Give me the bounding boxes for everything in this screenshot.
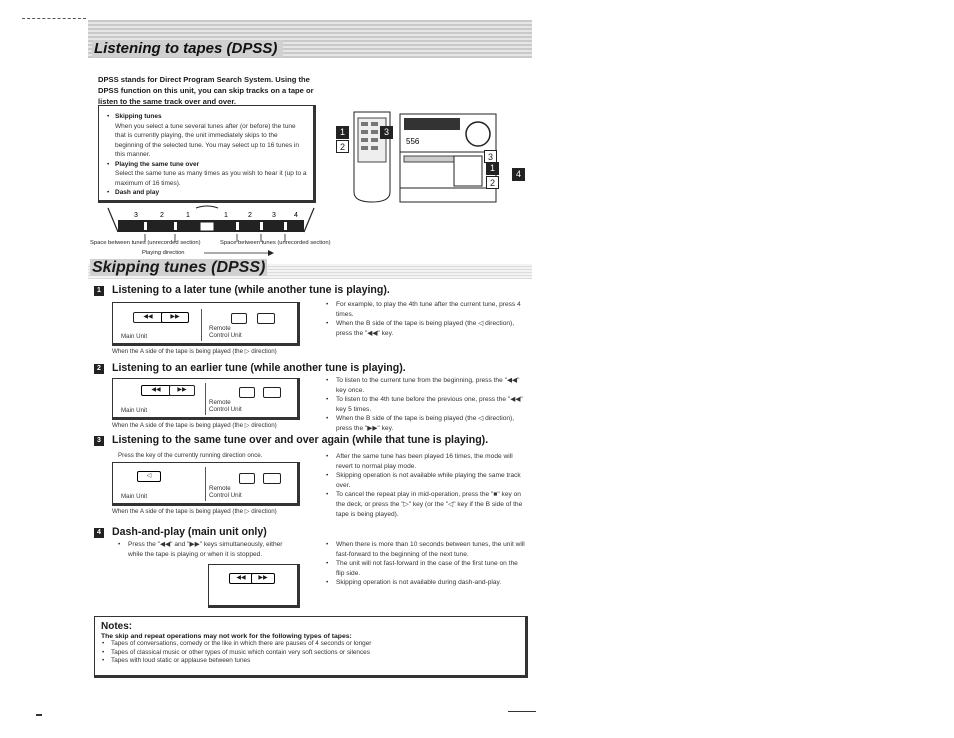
- sub2-heading-text: Listening to an earlier tune (while another tune is playing).: [112, 362, 406, 374]
- direction-caption: Playing direction: [142, 250, 185, 256]
- direction-arrow: [204, 250, 274, 256]
- notes-box: [94, 616, 528, 678]
- rew-key: ◀◀: [133, 312, 163, 323]
- tape-num-left: 1: [186, 212, 190, 219]
- sub3-heading-text: Listening to the same tune over and over again (while that tune is playing).: [112, 434, 489, 446]
- notes-title: Notes:: [101, 621, 133, 632]
- feature-label: Dash and play: [115, 189, 160, 196]
- sub2-number: 2: [94, 364, 104, 374]
- head-marker: [200, 222, 214, 231]
- head-arc: [196, 206, 218, 208]
- remote-callout-2: 2: [336, 140, 349, 153]
- unit-callout-1: 1: [486, 162, 499, 175]
- tape-caption-left: Space between tunes (unrecorded section): [90, 240, 201, 246]
- tape-num-left: 3: [134, 212, 138, 219]
- sub3-caption: When the A side of the tape is being played (the ▷ direction): [112, 508, 277, 515]
- page-title: Listening to tapes (DPSS): [92, 40, 283, 57]
- note-item: • When the B side of the tape is being played (the ◁ direction), press the "▶▶" key.: [326, 414, 526, 433]
- instruction-item: • Press the "◀◀" and "▶▶" keys simultaneously, either while the tape is playing or when it is stopped.: [118, 540, 298, 559]
- feature-desc: Select the same tune as many times as you wish to hear it (up to a maximum of 16 times).: [115, 170, 307, 187]
- main-unit-label: Main Unit: [121, 493, 148, 500]
- main-unit-label: Main Unit: [121, 407, 148, 414]
- remote-rew-key: [239, 387, 255, 398]
- note-item: • For example, to play the 4th tune after the current tune, press 4 times.: [326, 300, 526, 319]
- ff-key-pressed: ▶▶: [251, 573, 275, 584]
- remote-callout-3: 3: [380, 126, 393, 139]
- tape-num-right: 2: [248, 212, 252, 219]
- feature-label: Skipping tunes: [115, 113, 162, 120]
- sub3-diagram: [112, 462, 300, 506]
- sub4-instruction: [118, 540, 298, 559]
- tape-edge-right: [304, 208, 314, 232]
- tape-diagram: [104, 204, 318, 244]
- divider: [205, 467, 206, 501]
- section-title-text: Skipping tunes (DPSS): [92, 259, 266, 276]
- unit-callout-2: 2: [486, 176, 499, 189]
- remote-ff-key: [263, 387, 281, 398]
- remote-callout-1: 1: [336, 126, 349, 139]
- unit-display: 556: [406, 137, 420, 146]
- note-item: • To cancel the repeat play in mid-operation, press the "■" key on the deck, or press the "▷" key (or the "◁" key if the B side of the tape is being played).: [326, 490, 526, 519]
- feature-desc: When you select a tune several tunes after (or before) the tune that is currently playing, the unit immediately skips to the beginning of the selected tune. You may select up to 16 tunes in this manner.: [115, 122, 299, 158]
- sub4-notes: [326, 540, 526, 588]
- unit-callout-3: 3: [484, 150, 497, 163]
- tune-gap: [174, 222, 177, 230]
- feature-label: Playing the same tune over: [115, 160, 200, 168]
- note-item: • Skipping operation is not available during dash-and-play.: [326, 578, 526, 588]
- play-key-pressed: ◁: [137, 471, 161, 482]
- sub2-notes: [326, 376, 526, 434]
- note-item: • After the same tune has been played 16 times, the mode will revert to normal play mode.: [326, 452, 526, 471]
- sub1-notes: [326, 300, 526, 338]
- sub1-diagram: [112, 302, 300, 346]
- note-item: • To listen to the current tune from the beginning, press the "◀◀" key once.: [326, 376, 526, 395]
- sub1-number: 1: [94, 286, 104, 296]
- note-item: • When the B side of the tape is being played (the ◁ direction), press the "◀◀" key.: [326, 319, 526, 338]
- sub4-heading-text: Dash-and-play (main unit only): [112, 526, 267, 538]
- sub3-number: 3: [94, 436, 104, 446]
- divider: [201, 309, 202, 341]
- remote-control-illustration: [352, 108, 392, 204]
- remote-label: Remote Control Unit: [209, 399, 242, 413]
- tape-num-right: 4: [294, 212, 298, 219]
- remote-ff-key: [257, 313, 275, 324]
- sub2-diagram: [112, 378, 300, 420]
- notes-item: • Tapes of classical music or other types of music which contain very soft sections or silences: [101, 649, 519, 658]
- note-item: • When there is more than 10 seconds between tunes, the unit will fast-forward to the beginning of the next tune.: [326, 540, 526, 559]
- tune-gap: [236, 222, 239, 230]
- sub2-heading: [94, 362, 406, 374]
- rew-key-pressed: ◀◀: [141, 385, 171, 396]
- tape-num-left: 2: [160, 212, 164, 219]
- tape-num-right: 1: [224, 212, 228, 219]
- sub4-number: 4: [94, 528, 104, 538]
- intro-text: DPSS stands for Direct Program Search System. Using the DPSS function on this unit, you can skip tracks on a tape or listen to the same track over and over.: [98, 75, 314, 106]
- sub4-heading: [94, 526, 267, 538]
- remote-label: Remote Control Unit: [209, 485, 242, 499]
- main-unit-label: Main Unit: [121, 333, 148, 340]
- sub1-caption: When the A side of the tape is being played (the ▷ direction): [112, 348, 277, 355]
- sub3-heading: [94, 434, 488, 446]
- ff-key-pressed: ▶▶: [161, 312, 189, 323]
- sub1-heading: [94, 284, 390, 296]
- tune-gap: [260, 222, 263, 230]
- corner-mark: [508, 711, 536, 712]
- sub4-diagram: [208, 564, 300, 608]
- feature-item: [107, 112, 307, 122]
- divider: [205, 383, 206, 415]
- feature-box: [98, 105, 316, 203]
- sub3-notes: [326, 452, 526, 519]
- sub1-heading-text: Listening to a later tune (while another tune is playing).: [112, 284, 390, 296]
- tune-gap: [144, 222, 147, 230]
- ff-key: ▶▶: [169, 385, 195, 396]
- notes-item: • Tapes with loud static or applause between tunes: [101, 657, 519, 666]
- remote-key: [263, 473, 281, 484]
- sub2-caption: When the A side of the tape is being played (the ▷ direction): [112, 422, 277, 429]
- feature-item: [107, 188, 307, 198]
- rew-key-pressed: ◀◀: [229, 573, 253, 584]
- tape-num-right: 3: [272, 212, 276, 219]
- tune-gap: [284, 222, 287, 230]
- feature-item: [107, 160, 307, 170]
- remote-rew-key: [231, 313, 247, 324]
- unit-callout-4: 4: [512, 168, 525, 181]
- remote-label: Remote Control Unit: [209, 325, 242, 339]
- remote-key: [239, 473, 255, 484]
- note-item: • To listen to the 4th tune before the previous one, press the "◀◀" key 5 times.: [326, 395, 526, 414]
- tape-edge-left: [108, 208, 118, 232]
- notes-subtitle: The skip and repeat operations may not work for the following types of tapes:: [101, 633, 352, 640]
- notes-item: • Tapes of conversations, comedy or the like in which there are pauses of 4 seconds or longer: [101, 640, 519, 649]
- section-title: [90, 259, 267, 277]
- corner-mark: [36, 714, 42, 716]
- sub3-instruction: Press the key of the currently running direction once.: [118, 452, 263, 459]
- tape-caption-right: Space between tunes (unrecorded section): [220, 240, 331, 246]
- top-dashed-rule: [22, 18, 86, 19]
- note-item: • Skipping operation is not available while playing the same track over.: [326, 471, 526, 490]
- note-item: • The unit will not fast-forward in the case of the first tune on the flip side.: [326, 559, 526, 578]
